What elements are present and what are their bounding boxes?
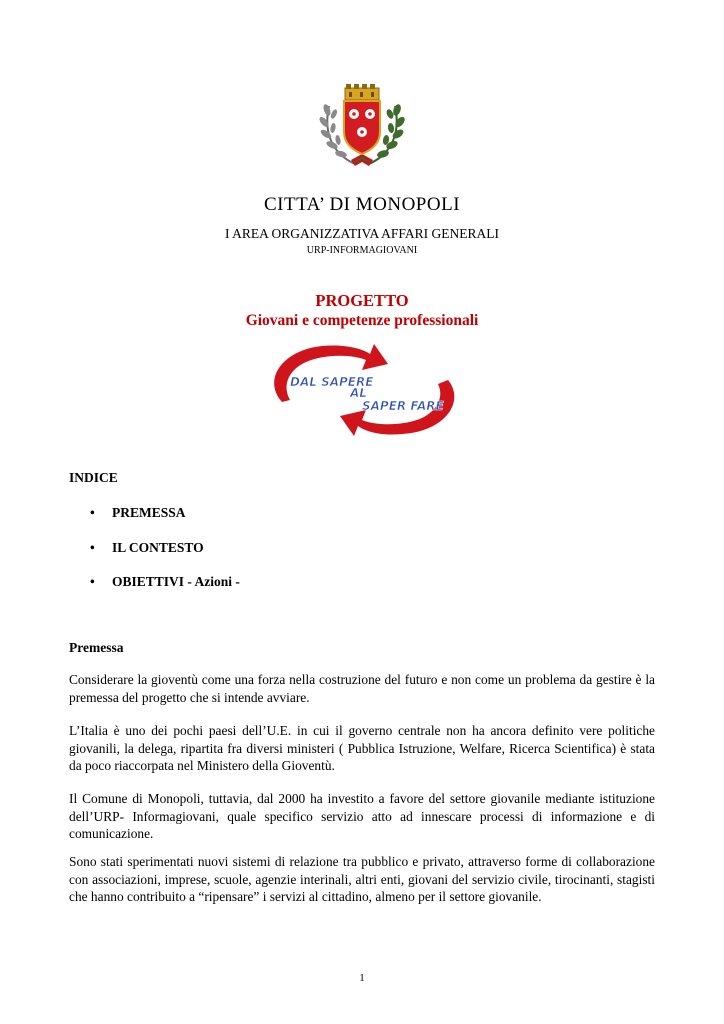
- project-name: Giovani e competenze professionali: [245, 312, 479, 329]
- toc-item: [90, 574, 390, 590]
- toc-item: [90, 540, 390, 556]
- project-label: PROGETTO: [315, 291, 409, 310]
- toc-item-label: PREMESSA: [112, 505, 186, 520]
- bullet-icon: •: [90, 505, 95, 520]
- paragraph: Sono stati sperimentati nuovi sistemi di relazione tra pubblico e privato, attraverso forme di collaborazione con associazioni, imprese, scuole, agenzie interinali, altri enti, giovani del servizio civile, tirocinanti, stagisti che hanno contribuito a “ripensare” i servizi al cittadino, almeno per il settore giovanile.: [69, 854, 655, 904]
- logo-text-2: AL: [350, 386, 367, 400]
- paragraph: Il Comune di Monopoli, tuttavia, dal 2000 ha investito a favore del settore giovanile mediante istituzione dell’URP- Informagiovani, quale specifico servizio atto ad innescare processi di informazione e di comunicazione.: [69, 791, 655, 841]
- toc-item-label: OBIETTIVI - Azioni -: [112, 574, 240, 589]
- city-title: CITTA’ DI MONOPOLI: [263, 194, 461, 215]
- section-heading: Premessa: [69, 640, 124, 655]
- circular-arrows-logo: [262, 340, 462, 440]
- page-number: 1: [359, 972, 365, 984]
- logo-text-3: SAPER FARE: [362, 399, 444, 413]
- coat-of-arms-icon: [315, 84, 409, 170]
- bullet-icon: •: [90, 574, 95, 589]
- department-title: I AREA ORGANIZZATIVA AFFARI GENERALI: [224, 226, 499, 241]
- bullet-icon: •: [90, 540, 95, 555]
- paragraph: L’Italia è uno dei pochi paesi dell’U.E. in cui il governo centrale non ha ancora definito vere politiche giovanili, la delega, ripartita fra diversi ministeri ( Pubblica Istruzione, Welfare, Ricerca Scientifica) è stata da poco riaccorpata nel Ministero della Gioventù.: [69, 723, 655, 773]
- toc-item-label: IL CONTESTO: [112, 540, 204, 555]
- office-title: URP-INFORMAGIOVANI: [306, 245, 418, 256]
- toc-item: [90, 505, 390, 521]
- index-heading: INDICE: [69, 470, 118, 485]
- paragraph: Considerare la gioventù come una forza nella costruzione del futuro e non come un problema da gestire è la premessa del progetto che si intende avviare.: [69, 672, 655, 705]
- logo-text-1: DAL SAPERE: [290, 375, 374, 389]
